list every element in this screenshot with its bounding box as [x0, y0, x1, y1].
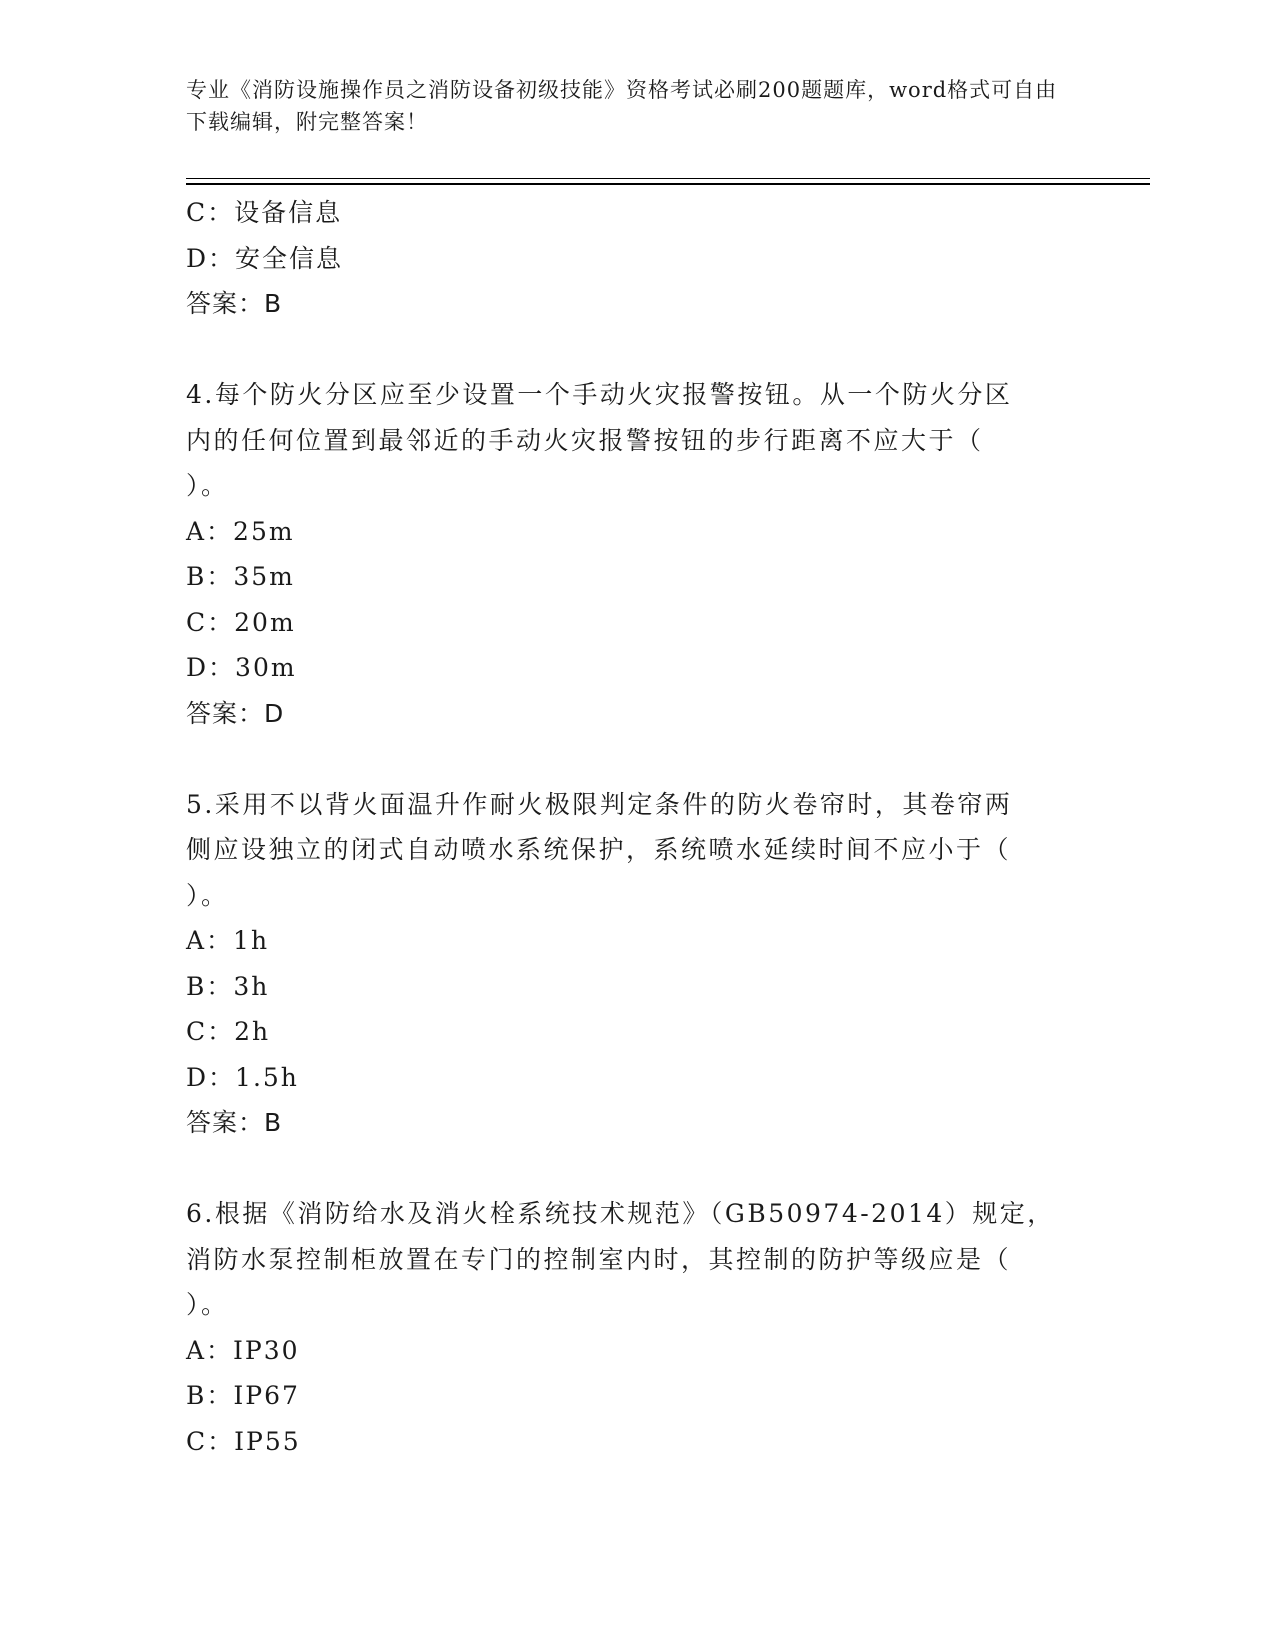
question-6-line-2: 消防水泵控制柜放置在专门的控制室内时，其控制的防护等级应是（ [186, 1244, 1012, 1274]
spacer [186, 327, 1066, 373]
header-rule-thin [186, 178, 1150, 179]
spacer [186, 736, 1066, 782]
option-b: B：35m [186, 562, 295, 591]
option-a: A：25m [186, 516, 295, 546]
question-5-line-1: 5.采用不以背火面温升作耐火极限判定条件的防火卷帘时，其卷帘两 [186, 789, 1013, 819]
question-4-line-1: 4.每个防火分区应至少设置一个手动火灾报警按钮。从一个防火分区 [186, 380, 1013, 409]
option-b: B：IP67 [186, 1381, 300, 1410]
question-4-line-3: ）。 [186, 471, 229, 500]
option-c: C：设备信息 [186, 198, 343, 227]
answer-line: 答案：B [186, 289, 283, 318]
answer-line: 答案：B [186, 1108, 283, 1137]
header-rule-thick [186, 183, 1150, 185]
option-c: C：IP55 [186, 1426, 301, 1456]
question-6-line-3: ）。 [186, 1290, 229, 1319]
document-header: 专业《消防设施操作员之消防设备初级技能》资格考试必刷200题题库，word格式可自由下载编辑，附完整答案！ [186, 78, 1058, 134]
question-6-line-1: 6.根据《消防给水及消火栓系统技术规范》（GB50974-2014）规定， [186, 1199, 1055, 1228]
question-4-line-2: 内的任何位置到最邻近的手动火灾报警按钮的步行距离不应大于（ [186, 425, 984, 455]
option-c: C：2h [186, 1017, 271, 1046]
answer-line: 答案：D [186, 698, 285, 728]
option-d: D：30m [186, 653, 297, 682]
option-c: C：20m [186, 607, 296, 637]
option-b: B：3h [186, 971, 270, 1001]
question-content [186, 190, 1066, 1464]
spacer [186, 1146, 1066, 1192]
option-d: D：安全信息 [186, 243, 344, 273]
option-a: A：IP30 [186, 1335, 300, 1365]
question-5-line-3: ）。 [186, 880, 229, 910]
option-a: A：1h [186, 926, 270, 955]
question-5-line-2: 侧应设独立的闭式自动喷水系统保护，系统喷水延续时间不应小于（ [186, 835, 1012, 864]
option-d: D：1.5h [186, 1062, 299, 1092]
